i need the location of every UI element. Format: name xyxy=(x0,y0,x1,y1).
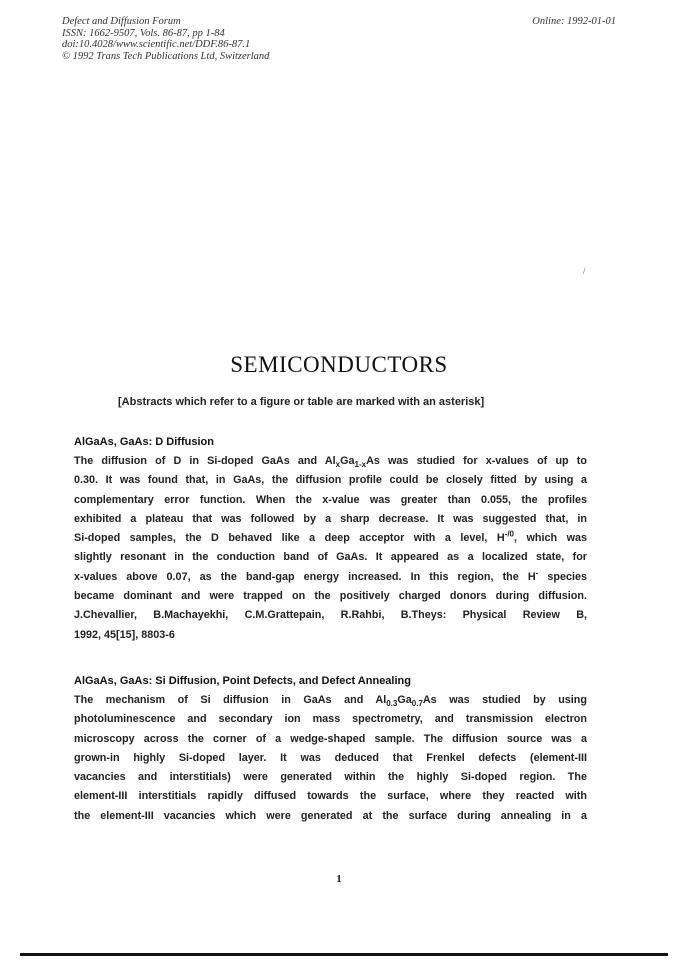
stray-mark: / xyxy=(583,266,586,276)
abstract-line xyxy=(74,691,587,710)
abstract-line: became dominant and were trapped on the positively charged donors during diffusion. xyxy=(74,590,587,603)
abstract-line: grown-in highly Si-doped layer. It was deduced that Frenkel defects (element-III xyxy=(74,751,587,764)
superscript: -/0 xyxy=(504,529,515,539)
abstract-line xyxy=(74,529,587,548)
superscript: - xyxy=(535,568,539,578)
text-run: Ga xyxy=(397,694,412,706)
section-note: [Abstracts which refer to a figure or table are marked with an asterisk] xyxy=(118,396,485,408)
text-run: species xyxy=(538,570,587,583)
text-run: As was studied by using xyxy=(422,694,587,706)
abstract-line: microscopy across the corner of a wedge-shaped sample. The diffusion source was a xyxy=(74,732,587,745)
journal-header xyxy=(62,16,269,62)
text-run: Ga xyxy=(340,455,355,467)
abstract-line: 0.30. It was found that, in GaAs, the diffusion profile could be closely fitted by using a xyxy=(74,474,587,487)
text-run: Si-doped samples, the D behaved like a deep acceptor with a level, H xyxy=(74,532,505,545)
text-run: As was studied for x-values of up to xyxy=(366,455,587,467)
abstract-si-diffusion xyxy=(74,671,587,826)
abstract-line: vacancies and interstitials) were generated within the highly Si-doped region. The xyxy=(74,771,587,784)
abstract-line: the element-III vacancies which were generated at the surface during annealing in a xyxy=(74,809,587,822)
text-run: x-values above 0.07, as the band-gap energy increased. In this region, the H xyxy=(74,570,536,583)
text-run: , which was xyxy=(514,532,587,545)
online-date: Online: 1992-01-01 xyxy=(532,16,616,27)
doi-line: doi:10.4028/www.scientific.net/DDF.86-87.1 xyxy=(62,39,251,50)
subscript: x xyxy=(335,460,341,470)
text-run: The diffusion of D in Si-doped GaAs and Al xyxy=(74,455,336,467)
abstract-line xyxy=(74,452,587,471)
subscript: 1-x xyxy=(354,460,367,470)
issn-line: ISSN: 1662-9507, Vols. 86-87, pp 1-84 xyxy=(62,27,225,39)
abstract-line: photoluminescence and secondary ion mass spectrometry, and transmission electron xyxy=(74,713,587,726)
subscript: 0.7 xyxy=(411,699,423,709)
footer-rule xyxy=(20,953,668,956)
journal-name: Defect and Diffusion Forum xyxy=(62,16,181,27)
abstract-line xyxy=(74,568,587,587)
abstract-line: complementary error function. When the x-value was greater than 0.055, the profiles xyxy=(74,493,587,506)
section-title: SEMICONDUCTORS xyxy=(230,352,448,377)
abstract-line: exhibited a plateau that was followed by a sharp decrease. It was suggested that, in xyxy=(74,512,587,525)
abstract-heading: AlGaAs, GaAs: Si Diffusion, Point Defects, and Defect Annealing xyxy=(74,675,411,687)
page-number: 1 xyxy=(336,873,342,885)
citation-line: 1992, 45[15], 8803-6 xyxy=(74,628,175,641)
abstract-line: slightly resonant in the conduction band of GaAs. It appeared as a localized state, for xyxy=(74,551,587,564)
text-run: The mechanism of Si diffusion in GaAs and Al xyxy=(74,694,387,706)
copyright-line: © 1992 Trans Tech Publications Ltd, Switzerland xyxy=(62,50,270,62)
abstract-heading: AlGaAs, GaAs: D Diffusion xyxy=(74,436,214,448)
subscript: 0.3 xyxy=(386,699,398,709)
citation-line: J.Chevallier, B.Machayekhi, C.M.Grattepain, R.Rahbi, B.Theys: Physical Review B, xyxy=(74,609,587,622)
abstract-d-diffusion xyxy=(74,432,587,645)
abstract-line: element-III interstitials rapidly diffused towards the surface, where they reacted with xyxy=(74,790,587,803)
